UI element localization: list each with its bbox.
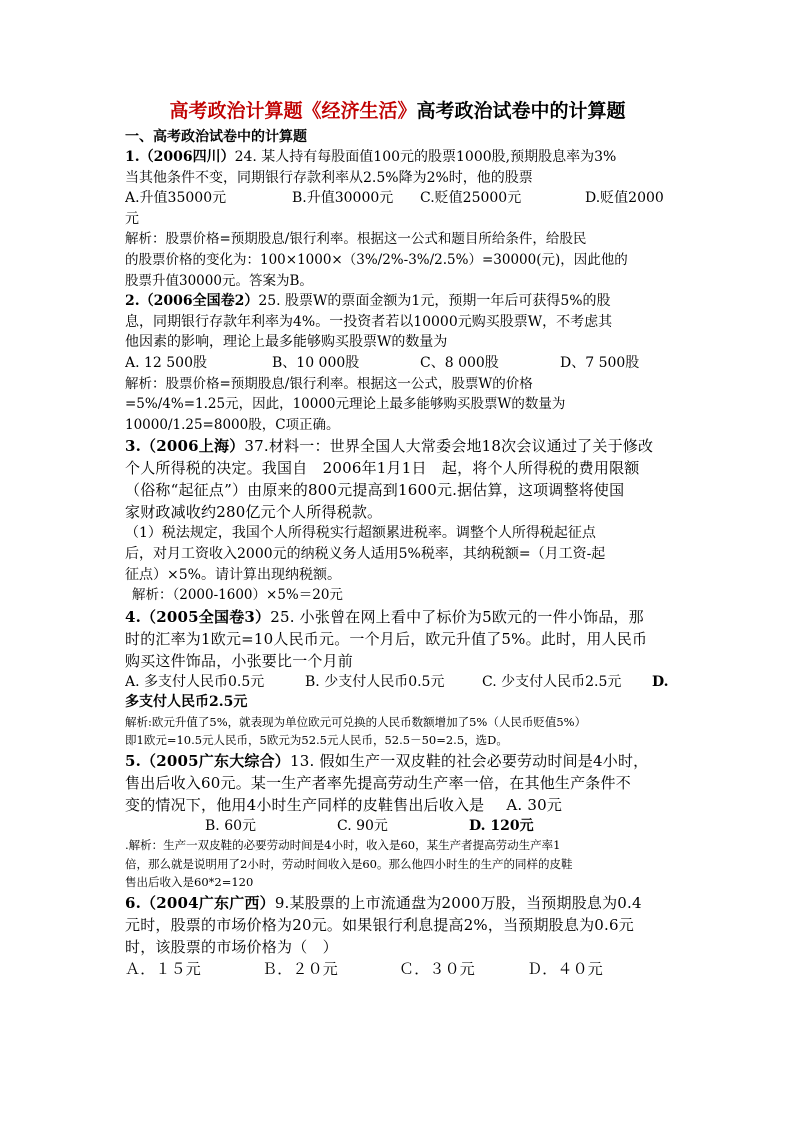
q4-option-d: 多支付人民币2.5元 [125,694,248,711]
q3-line-3: （俗称“起征点”）由原来的800元提高到1600元.据估算，这项调整将使国 [125,481,625,500]
q5-option-b: B. 60元 [205,817,257,834]
title-red-part: 高考政治计算题《经济生活》 [169,100,417,122]
q6-line-1 [125,892,670,914]
q6-option-c: Ｃ．３０元 [399,959,476,978]
q2-line-3: 他因素的影响，理论上最多能够购买股票W的数量为 [125,334,448,351]
q6-options [125,958,670,980]
q2-option-b: B、10 000股 [272,354,360,371]
q3-subquestion-2: 后，对月工资收入2000元的纳税义务人适用5%税率，其纳税额=（月工资-起 [125,545,606,562]
q6-option-b: Ｂ．２０元 [262,959,339,978]
q4-option-d-label: D. [652,673,669,690]
q5-option-d: D. 120元 [469,817,534,834]
q4-text-1: 25. 小张曾在网上看中了标价为5欧元的一件小饰品，那 [270,607,644,626]
q4-number: 4.（2005全国卷3） [125,607,271,626]
q1-option-d-cont: 元 [125,210,139,227]
q5-analysis-2: 倍，那么就是说明用了2小时，劳动时间收入是60。那么他四小时生的生产的同样的皮鞋 [125,856,573,871]
q6-option-d: Ｄ．４０元 [527,959,604,978]
q2-analysis-1: 解析：股票价格=预期股息/银行利率。根据这一公式，股票W的价格 [125,375,533,392]
q4-analysis-1: 解析:欧元升值了5%，就表现为单位欧元可兑换的人民币数额增加了5%（人民币贬值5%） [125,714,587,729]
q3-analysis: 解析：（2000-1600）×5%＝20元 [132,587,343,604]
q2-line-1 [125,291,670,312]
q5-options [125,816,670,837]
q5-number: 5.（2005广东大综合） [125,751,291,770]
q3-line-1 [125,435,670,457]
q1-analysis-3: 股票升值30000元。答案为B。 [125,272,313,289]
q5-line-1 [125,750,670,772]
q1-option-b: B.升值30000元 [292,190,394,207]
q5-option-a: A. 30元 [506,795,563,814]
q3-subquestion-1: （1）税法规定，我国个人所得税实行超额累进税率。调整个人所得税起征点 [125,525,596,542]
q2-analysis-3: 10000/1.25=8000股，C项正确。 [125,416,340,433]
q6-text-1: 9.某股票的上市流通盘为2000万股，当预期股息为0.4 [274,893,642,912]
q4-option-c: C. 少支付人民币2.5元 [482,673,622,690]
q3-text-1: 37.材料一：世界全国人大常委会地18次会议通过了关于修改 [244,437,654,456]
q5-text-3: 变的情况下，他用4小时生产同样的皮鞋售出后收入是 [125,795,485,814]
q1-options [125,188,670,209]
q1-line-2: 当其他条件不变，同期银行存款利率从2.5%降为2%时，他的股票 [125,169,533,186]
q6-line-2: 元时，股票的市场价格为20元。如果银行利息提高2%，当预期股息为0.6元 [125,915,634,934]
q4-line-2: 时的汇率为1欧元=10人民币元。一个月后，欧元升值了5%。此时，用人民币 [125,629,648,648]
q2-text-1: 25. 股票W的票面金额为1元，预期一年后可获得5%的股 [258,293,611,310]
q1-number: 1.（2006四川） [125,149,235,165]
q3-line-2: 个人所得税的决定。我国自 2006年1月1日 起，将个人所得税的费用限额 [125,459,640,478]
title-black-part: 高考政治试卷中的计算题 [416,100,626,122]
q1-line-1 [125,147,670,168]
q1-text-1: 24. 某人持有每股面值100元的股票1000股,预期股息率为3% [234,149,617,165]
q4-line-1 [125,606,670,628]
q6-number: 6.（2004广东广西） [125,893,275,912]
q6-line-3: 时，该股票的市场价格为（ ） [125,937,338,956]
q2-analysis-2: =5%/4%=1.25元，因此，10000元理论上最多能够购买股票W的数量为 [125,396,566,413]
q3-subquestion-3: 征点）×5%。请计算出现纳税额。 [125,566,341,583]
q4-option-b: B. 少支付人民币0.5元 [305,673,445,690]
page-title [125,98,670,124]
q2-option-a: A. 12 500股 [125,354,207,371]
q5-analysis-1: .解析：生产一双皮鞋的必要劳动时间是4小时，收入是60，某生产者提高劳动生产率1 [125,838,561,853]
q6-option-a: Ａ．１５元 [125,959,202,978]
q2-option-c: C、8 000股 [420,354,499,371]
q5-analysis-3: 售出后收入是60*2=120 [125,875,254,890]
q3-line-4: 家财政减收约280亿元个人所得税款。 [125,503,383,522]
q5-text-1: 13. 假如生产一双皮鞋的社会必要劳动时间是4小时， [290,751,649,770]
q4-options [125,672,670,693]
q4-analysis-2: 即1欧元=10.5元人民币，5欧元为52.5元人民币，52.5－50=2.5，选D。 [125,733,508,748]
q4-line-3: 购买这件饰品，小张要比一个月前 [125,651,354,670]
q5-line-3 [125,794,670,816]
q1-analysis-1: 解析：股票价格=预期股息/银行利率。根据这一公式和题目所给条件，给股民 [125,231,587,248]
q1-analysis-2: 的股票价格的变化为：100×1000×（3%/2%-3%/2.5%）=30000(元)，因此他的 [125,251,628,268]
q1-option-a: A.升值35000元 [125,190,227,207]
q1-option-c: C.贬值25000元 [420,190,522,207]
section-heading: 一、高考政治试卷中的计算题 [125,129,307,145]
q2-options [125,353,670,374]
document-content [125,98,670,980]
q5-line-2: 售出后收入60元。某一生产者率先提高劳动生产率一倍，在其他生产条件不 [125,773,631,792]
q2-line-2: 息，同期银行存款年利率为4%。一投资者若以10000元购买股票W，不考虑其 [125,313,613,330]
q5-option-c: C. 90元 [337,817,388,834]
q2-number: 2.（2006全国卷2） [125,293,259,310]
q4-option-a: A. 多支付人民币0.5元 [125,673,265,690]
q3-number: 3.（2006上海） [125,437,245,456]
q1-option-d: D.贬值2000 [585,190,664,207]
q2-option-d: D、7 500股 [560,354,640,371]
